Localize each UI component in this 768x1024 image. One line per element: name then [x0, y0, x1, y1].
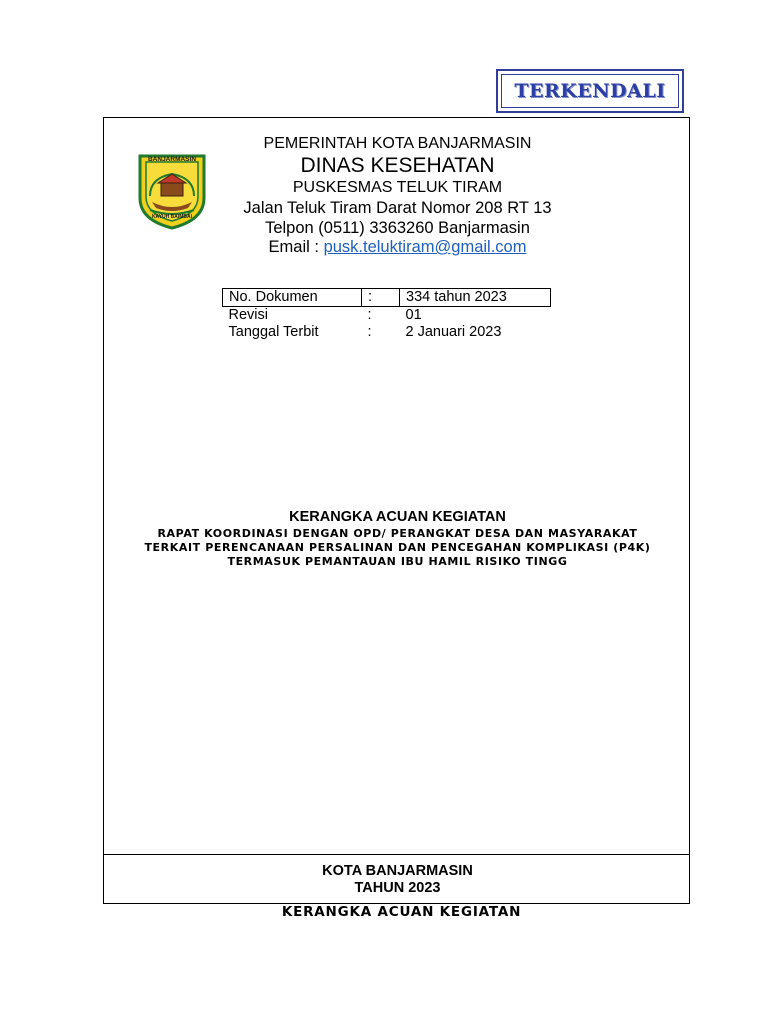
- cover-footer: [104, 863, 691, 897]
- footer-city: KOTA BANJARMASIN: [322, 863, 473, 879]
- activity-title-line: TERMASUK PEMANTAUAN IBU HAMIL RISIKO TINGG: [227, 555, 568, 568]
- email-link[interactable]: pusk.teluktiram@gmail.com: [323, 238, 527, 256]
- logo-motto-text: KAYUH BAIMBAI: [151, 214, 193, 220]
- next-page-heading: KERANGKA ACUAN KEGIATAN: [281, 904, 522, 920]
- activity-title: [104, 527, 691, 569]
- document-cover-frame: [103, 117, 690, 904]
- table-row: [223, 307, 551, 325]
- doc-info-separator: :: [367, 307, 372, 323]
- document-title: KERANGKA ACUAN KEGIATAN: [289, 509, 506, 525]
- activity-title-line: TERKAIT PERENCANAAN PERSALINAN DAN PENCEGAHAN KOMPLIKASI (P4K): [144, 541, 651, 554]
- government-name: PEMERINTAH KOTA BANJARMASIN: [263, 135, 532, 152]
- phone-line: Telpon (0511) 3363260 Banjarmasin: [265, 219, 530, 237]
- doc-info-separator: :: [367, 324, 372, 340]
- document-info-table: [222, 288, 551, 341]
- doc-info-label: Tanggal Terbit: [228, 324, 319, 340]
- doc-info-label: No. Dokumen: [223, 289, 362, 307]
- address-line: Jalan Teluk Tiram Darat Nomor 208 RT 13: [243, 199, 552, 217]
- stamp-label: TERKENDALI: [514, 80, 666, 102]
- doc-info-value: 334 tahun 2023: [400, 289, 551, 307]
- doc-info-value: 01: [405, 307, 422, 323]
- email-line: [104, 238, 691, 257]
- activity-title-line: RAPAT KOORDINASI DENGAN OPD/ PERANGKAT DESA DAN MASYARAKAT: [157, 527, 638, 540]
- logo-top-text: BANJARMASIN: [147, 156, 197, 163]
- table-row: [223, 324, 551, 341]
- agency-name: DINAS KESEHATAN: [300, 154, 495, 177]
- table-row: [223, 289, 551, 307]
- unit-name: PUSKESMAS TELUK TIRAM: [292, 179, 503, 196]
- footer-year: TAHUN 2023: [354, 880, 441, 896]
- terkendali-stamp: [496, 69, 684, 113]
- doc-info-separator: :: [362, 289, 400, 307]
- email-label: Email :: [268, 238, 324, 256]
- doc-info-label: Revisi: [228, 307, 268, 323]
- doc-info-value: 2 Januari 2023: [405, 324, 502, 340]
- footer-divider: [104, 854, 689, 855]
